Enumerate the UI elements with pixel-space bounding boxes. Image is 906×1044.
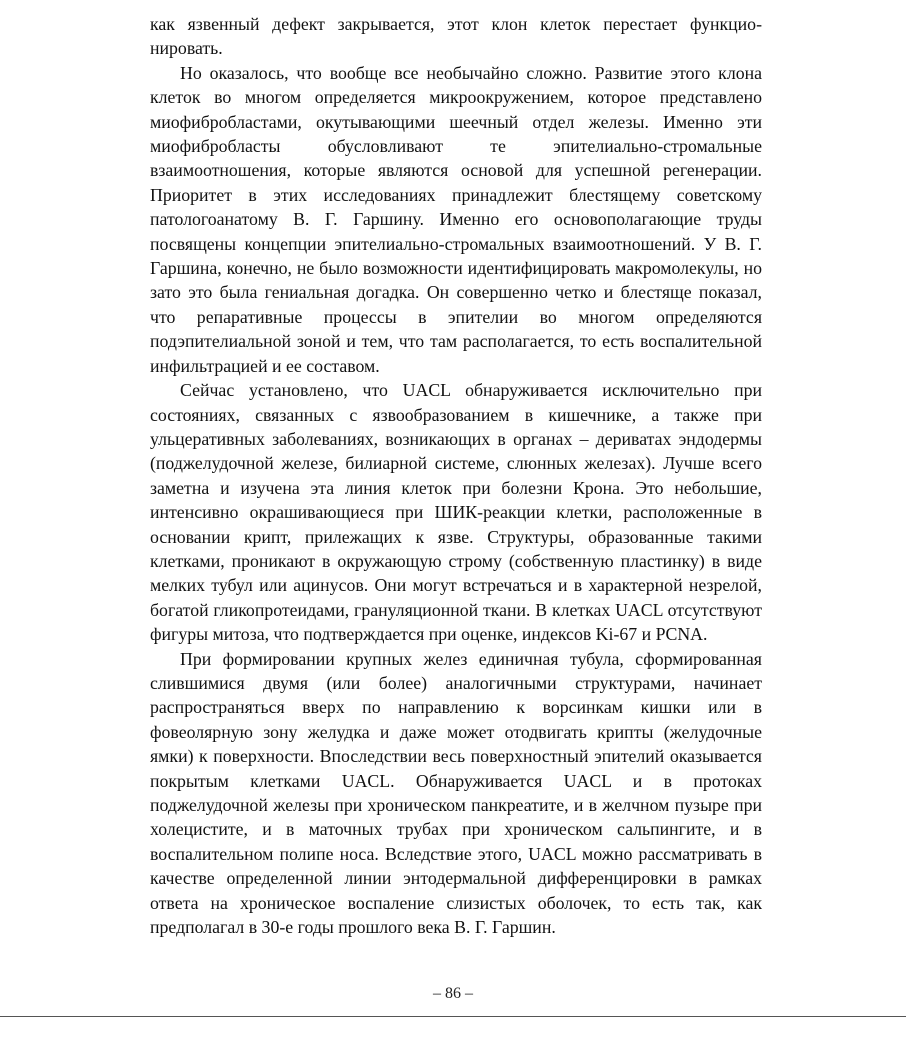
body-text — [150, 12, 762, 939]
page-number: – 86 – — [433, 985, 473, 1002]
paragraph-gland-formation: При формировании крупных желез единичная тубула, сформированная слившимися двумя (или более) аналогичными структурами, начинает распространяться вверх по направлению к ворсинкам кишки или в фовеолярную зону желудка и даже может отодвигать крипты (желудочные ямки) к поверхности. Впоследствии весь поверхностный эпителий оказывается покрытым клетками UACL. Обнаруживается UACL и в протоках поджелудочной железы при хроническом панкреатите, и в желчном пузыре при холецистите, и в маточных трубах при хроническом сальпингите, и в воспалительном полипе носа. Вследствие этого, UACL можно рассматривать в качестве определенной линии энтодермальной дифференцировки в рамках ответа на хроническое воспаление слизистых оболочек, то есть так, как предполагал в 30-е годы прошлого века В. Г. Гаршин. — [150, 648, 762, 938]
paragraph-continuation: как язвенный дефект закрывается, этот клон клеток перестает функционировать. — [150, 14, 762, 59]
paragraph-garshin-concept: Но оказалось, что вообще все необычайно сложно. Развитие этого клона клеток во многом определяется микроокружением, которое представлено миофибробластами, окутывающими шеечный отдел железы. Именно эти миофибробласты обусловливают те эпителиально-стромальные взаимоотношения, которые являются основой для успешной регенерации. Приоритет в этих исследованиях принадлежит блестящему советскому патологоанатому В. Г. Гаршину. Именно его основополагающие труды посвящены концепции эпителиально-стромальных взаимоотношений. У В. Г. Гаршина, конечно, не было возможности идентифицировать макромолекулы, но зато это была гениальная догадка. Он совершенно четко и блестяще показал, что репаративные процессы в эпителии во многом определяются подэпителиальной зоной и тем, что там располагается, то есть воспалительной инфильтрацией и ее составом. — [150, 62, 762, 376]
paragraph-uacl-established: Сейчас установлено, что UACL обнаруживается исключительно при состояниях, связанных с язвообразованием в кишечнике, а также при ульцеративных заболеваниях, возникающих в органах – дериватах эндодермы (поджелудочной железе, билиарной системе, слюнных железах). Лучше всего заметна и изучена эта линия клеток при болезни Крона. Это небольшие, интенсивно окрашивающиеся при ШИК-реакции клетки, расположенные в основании крипт, прилежащих к язве. Структуры, образованные такими клетками, проникают в окружающую строму (собственную пластинку) в виде мелких тубул или ацинусов. Они могут встречаться и в характерной незрелой, богатой гликопротеидами, грануляционной ткани. В клетках UACL отсутствуют фигуры митоза, что подтверждается при оценке, индексов Ki-67 и PCNA. — [150, 380, 762, 645]
bottom-divider — [0, 1016, 906, 1017]
